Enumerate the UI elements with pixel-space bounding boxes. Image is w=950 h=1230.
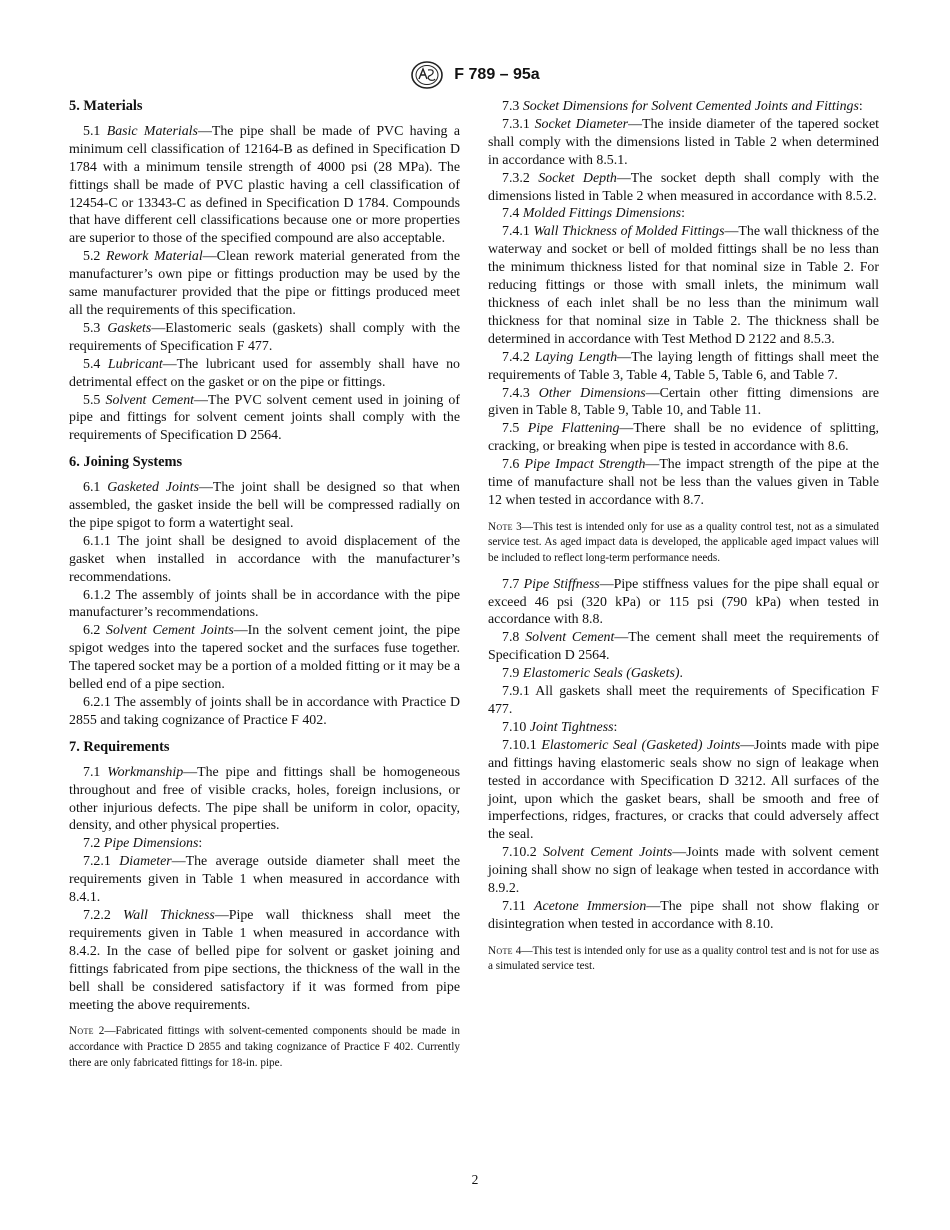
paragraph: 7.7 Pipe Stiffness—Pipe stiffness values for the pipe shall equal or exceed 46 psi (320 kPa) or 115 psi (790 kPa) when tested in accordance with 8.8. — [488, 576, 879, 628]
paragraph: 7.3.1 Socket Diameter—The inside diameter of the tapered socket shall comply with the dimensions listed in Table 2 when determined in accordance with 8.5.1. — [488, 116, 879, 168]
paragraph: 6.1 Gasketed Joints—The joint shall be designed so that when assembled, the gasket inside the bell will be compressed radially on the pipe spigot to form a watertight seal. — [69, 480, 460, 531]
paragraph: 5.1 Basic Materials—The pipe shall be made of PVC having a minimum cell classification of 12164-B as defined in Specification D 1784 with a minimum tensile strength of 4000 psi (28 MPa). The fittings shall be made of PVC plastic having a cell classification of 12454-C or 13343-C as defined in Specification D 1784. Compounds that have different cell classifications because one or more properties are superior to those of the specified compound are also acceptable. — [69, 123, 460, 247]
section-heading: 5. Materials — [69, 98, 143, 114]
paragraph: 7.1 Workmanship—The pipe and fittings shall be homogeneous throughout and free of visible cracks, holes, foreign inclusions, or other injurious defects. The pipe shall be uniform in color, opacity, density, and other physical properties. — [69, 764, 460, 834]
note: Note 2—Fabricated fittings with solvent-cemented components should be made in accordance with Practice D 2855 and taking cognizance of Practice F 402. Currently there are only fabricated fittings for 18-in. pipe. — [69, 1025, 460, 1069]
paragraph: 5.4 Lubricant—The lubricant used for assembly shall have no detrimental effect on the gasket or on the pipe or fittings. — [69, 356, 460, 390]
paragraph: 7.2.1 Diameter—The average outside diameter shall meet the requirements given in Table 1 when measured in accordance with 8.4.1. — [69, 854, 460, 906]
paragraph: 7.8 Solvent Cement—The cement shall meet the requirements of Specification D 2564. — [488, 630, 879, 664]
section-heading: 6. Joining Systems — [69, 454, 183, 471]
left-column — [69, 98, 460, 1080]
paragraph: 7.9 Elastomeric Seals (Gaskets). — [502, 666, 683, 682]
paragraph: 7.3.2 Socket Depth—The socket depth shall comply with the dimensions listed in Table 2 when measured in accordance with 8.5.2. — [488, 170, 879, 204]
note: Note 4—This test is intended only for use as a quality control test and is not for use as a simulated service test. — [488, 944, 880, 973]
paragraph: 7.5 Pipe Flattening—There shall be no evidence of splitting, cracking, or breaking when pipe is tested in accordance with 8.6. — [488, 421, 879, 455]
paragraph: 7.4.1 Wall Thickness of Molded Fittings—The wall thickness of the waterway and socket or bell of molded fittings shall be no less than the minimum thickness listed for that nominal size in Table 2. For reducing fittings or those with small inlets, the minimum wall thickness of each inlet shall be no less than the minimum wall thickness for that nominal size in Table 2. The thickness shall be determined in accordance with Test Method D 2122 and 8.5.3. — [488, 224, 879, 347]
paragraph: 6.1.2 The assembly of joints shall be in accordance with the pipe manufacturer’s recommendations. — [69, 587, 460, 621]
paragraph: 7.2 Pipe Dimensions: — [83, 836, 203, 852]
standard-designation: F 789 – 95a — [454, 66, 540, 83]
note: Note 3—This test is intended only for use as a quality control test, not as a simulated service test. As aged impact data is developed, the applicable aged impact values will be included to reflect long-term performance needs. — [488, 520, 880, 565]
page-header — [0, 60, 950, 90]
paragraph: 5.3 Gaskets—Elastomeric seals (gaskets) shall comply with the requirements of Specification F 477. — [69, 320, 460, 354]
paragraph: 6.2.1 The assembly of joints shall be in accordance with Practice D 2855 and taking cognizance of Practice F 402. — [69, 695, 460, 728]
paragraph: 7.3 Socket Dimensions for Solvent Cemented Joints and Fittings: — [502, 99, 863, 114]
page-number: 2 — [471, 1172, 479, 1187]
section-heading: 7. Requirements — [69, 738, 170, 755]
paragraph: 6.2 Solvent Cement Joints—In the solvent cement joint, the pipe spigot wedges into the tapered socket and the surfaces fuse together. The tapered socket may be a portion of a molded fitting or it may be a belled end of a pipe section. — [69, 623, 460, 693]
paragraph: 7.6 Pipe Impact Strength—The impact strength of the pipe at the time of manufacture shall not be less than the values given in Table 12 when tested in accordance with 8.7. — [488, 457, 879, 508]
paragraph: 7.9.1 All gaskets shall meet the requirements of Specification F 477. — [488, 684, 879, 717]
paragraph: 6.1.1 The joint shall be designed to avoid displacement of the gasket when installed in accordance with the manufacturer’s recommendations. — [69, 533, 460, 585]
paragraph: 7.4.3 Other Dimensions—Certain other fitting dimensions are given in Table 8, Table 9, Table 10, and Table 11. — [488, 385, 879, 419]
paragraph: 7.4.2 Laying Length—The laying length of fittings shall meet the requirements of Table 3, Table 4, Table 5, Table 6, and Table 7. — [488, 349, 879, 383]
paragraph: 5.2 Rework Material—Clean rework material generated from the manufacturer’s own pipe or fittings production may be used by the same manufacturer provided that the pipe or fittings produced meet all the requirements of this specification. — [69, 249, 460, 318]
astm-logo-icon — [410, 60, 444, 90]
paragraph: 5.5 Solvent Cement—The PVC solvent cement used in joining of pipe and fittings for solvent cement joints shall comply with the requirements of Specification D 2564. — [69, 392, 460, 444]
paragraph: 7.10 Joint Tightness: — [502, 719, 618, 735]
paragraph: 7.10.2 Solvent Cement Joints—Joints made with solvent cement joining shall show no sign of leakage when tested in accordance with 8.9.2. — [488, 845, 879, 897]
right-column — [488, 98, 879, 984]
paragraph: 7.10.1 Elastomeric Seal (Gasketed) Joints—Joints made with pipe and fittings having elastomeric seals show no sign of leakage when tested in accordance with Specification D 3212. All surfaces of the joint, upon which the gasket bears, shall be smooth and free of imperfections, ridges, fractures, or cracks that could adversely affect the seal. — [488, 737, 880, 843]
paragraph: 7.11 Acetone Immersion—The pipe shall not show flaking or disintegration when tested in accordance with 8.10. — [488, 898, 879, 932]
paragraph: 7.2.2 Wall Thickness—Pipe wall thickness shall meet the requirements given in Table 1 when measured in accordance with 8.4.2. In the case of belled pipe for solvent or gasket joining and fittings fabricated from pipe sections, the thickness of the wall in the bell shall be considered satisfactory if it was formed from pipe meeting the above requirements. — [69, 907, 460, 1013]
paragraph: 7.4 Molded Fittings Dimensions: — [502, 206, 685, 222]
